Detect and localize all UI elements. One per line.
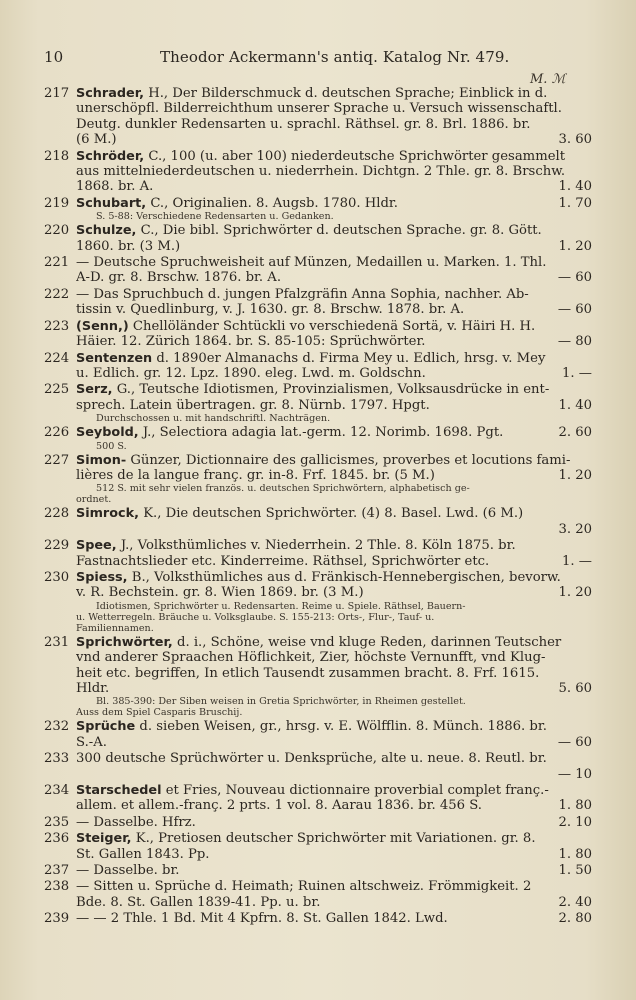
entry-number: 220 bbox=[44, 223, 70, 239]
entry-heading: Schulze, bbox=[76, 223, 137, 239]
entry-heading: Schröder, bbox=[76, 148, 145, 164]
entry-text: Simrock, K., Die deutschen Sprichwörter. (4) 8. Basel. Lwd. (6 M.) bbox=[76, 506, 524, 522]
entry-text: Deutg. dunkler Redensarten u. sprachl. Räthsel. gr. 8. Brl. 1886. br. bbox=[76, 116, 531, 132]
catalog-entry bbox=[44, 635, 592, 719]
entry-price bbox=[586, 506, 592, 521]
entry-line bbox=[76, 270, 592, 285]
entry-line bbox=[76, 879, 592, 894]
entry-heading: Starschedel bbox=[76, 783, 162, 799]
entry-line bbox=[76, 382, 592, 397]
entry-number: 238 bbox=[44, 879, 70, 895]
entry-number: 226 bbox=[44, 425, 70, 441]
entry-line bbox=[76, 319, 592, 334]
entry-price: 1. 80 bbox=[558, 798, 592, 814]
entry-text: 1860. br. (3 M.) bbox=[76, 238, 181, 254]
entry-price bbox=[586, 879, 592, 894]
entry-price: 5. 60 bbox=[558, 681, 592, 696]
entry-line bbox=[76, 911, 592, 926]
entry-heading: Steiger, bbox=[76, 831, 132, 847]
entry-price: 1. 70 bbox=[558, 195, 592, 211]
entry-note: Familiennamen. bbox=[76, 622, 154, 634]
entry-note: Idiotismen, Sprichwörter u. Redensarten. Reime u. Spiele. Räthsel, Bauern- bbox=[96, 600, 466, 612]
entry-number: 232 bbox=[44, 719, 70, 735]
entry-line bbox=[76, 334, 592, 349]
entry-text: Seybold, J., Selectiora adagia lat.-germ. 12. Norimb. 1698. Pgt. bbox=[76, 425, 504, 441]
entry-price: — 60 bbox=[557, 302, 592, 318]
entry-number: 218 bbox=[44, 148, 70, 164]
entry-note: S. 5-88: Verschiedene Redensarten u. Gedanken. bbox=[96, 211, 334, 223]
entry-price bbox=[586, 117, 592, 132]
entry-price: 3. 20 bbox=[558, 521, 592, 537]
entry-line bbox=[76, 735, 592, 750]
catalog-entry bbox=[44, 783, 592, 814]
entry-note: 500 S. bbox=[96, 440, 127, 452]
catalog-entry bbox=[44, 351, 592, 382]
entry-line bbox=[76, 255, 592, 270]
entry-line bbox=[76, 554, 592, 569]
entry-number: 229 bbox=[44, 538, 70, 554]
entry-line bbox=[76, 783, 592, 798]
entry-number: 217 bbox=[44, 86, 70, 101]
entry-note: ordnet. bbox=[76, 494, 112, 506]
entry-price: 2. 10 bbox=[558, 814, 592, 830]
entry-price bbox=[586, 666, 592, 681]
entry-text: heit etc. begriffen, In etlich Tausendt zusammen bracht. 8. Frf. 1615. bbox=[76, 665, 540, 681]
entry-line bbox=[76, 719, 592, 734]
entry-price: — 60 bbox=[557, 270, 592, 286]
entry-line bbox=[76, 117, 592, 132]
entry-text: aus mittelniederdeutschen u. niederrhein. Dichtgn. 2 Thle. gr. 8. Brschw. bbox=[76, 164, 566, 180]
entry-line bbox=[76, 425, 592, 440]
entry-heading: Seybold, bbox=[76, 425, 139, 441]
catalog-entry bbox=[44, 382, 592, 424]
entry-price bbox=[586, 86, 592, 101]
entry-text: Simon- Günzer, Dictionnaire des gallicismes, proverbes et locutions fami- bbox=[76, 452, 571, 468]
entry-price bbox=[586, 164, 592, 179]
catalog-entry bbox=[44, 223, 592, 254]
entry-text: vnd anderer Spraachen Höflichkeit, Zier, höchste Vernunfft, vnd Klug- bbox=[76, 650, 546, 666]
entry-text: — Sitten u. Sprüche d. Heimath; Ruinen altschweiz. Frömmigkeit. 2 bbox=[76, 879, 532, 895]
catalog-entry bbox=[44, 506, 592, 537]
entry-price: 2. 40 bbox=[558, 894, 592, 910]
entry-text: Hldr. bbox=[76, 681, 110, 696]
entry-line bbox=[76, 798, 592, 813]
entry-line bbox=[76, 635, 592, 650]
entry-price bbox=[586, 650, 592, 665]
entry-line bbox=[76, 366, 592, 381]
entry-heading: Sprüche bbox=[76, 719, 136, 735]
entry-text: Steiger, K., Pretiosen deutscher Sprichwörter mit Variationen. gr. 8. bbox=[76, 831, 536, 847]
entry-heading: Simon- bbox=[76, 452, 127, 468]
entry-text: Schubart, C., Originalien. 8. Augsb. 1780. Hldr. bbox=[76, 195, 398, 211]
entry-text: allem. et allem.-franç. 2 prts. 1 vol. 8. Aarau 1836. br. 456 S. bbox=[76, 798, 482, 814]
entry-text: Schröder, C., 100 (u. aber 100) niederdeutsche Sprichwörter gesammelt bbox=[76, 148, 566, 164]
entry-price bbox=[586, 287, 592, 302]
entry-price: — 60 bbox=[557, 734, 592, 750]
entry-line bbox=[76, 863, 592, 878]
catalog-entry bbox=[44, 255, 592, 286]
entry-line bbox=[76, 522, 592, 537]
entry-text: Spiess, B., Volksthümliches aus d. Fränkisch-Hennebergischen, bevorw. bbox=[76, 569, 561, 585]
entry-price: 1. 40 bbox=[558, 179, 592, 195]
catalog-entry bbox=[44, 719, 592, 750]
catalog-entry bbox=[44, 879, 592, 910]
entry-price bbox=[586, 319, 592, 334]
entry-text: Bde. 8. St. Gallen 1839-41. Pp. u. br. bbox=[76, 894, 321, 910]
catalog-entry bbox=[44, 319, 592, 350]
catalog-entry bbox=[44, 453, 592, 506]
entry-text: Sprichwörter, d. i., Schöne, weise vnd kluge Reden, darinnen Teutscher bbox=[76, 634, 562, 650]
entry-price: 2. 60 bbox=[558, 425, 592, 441]
entry-line bbox=[76, 287, 592, 302]
entry-line bbox=[76, 101, 592, 116]
entry-number: 235 bbox=[44, 814, 70, 830]
entry-line bbox=[76, 570, 592, 585]
page-number: 10 bbox=[44, 48, 64, 66]
entry-line bbox=[76, 681, 592, 696]
entry-line bbox=[76, 302, 592, 317]
entry-price bbox=[586, 453, 592, 468]
entry-number: 233 bbox=[44, 751, 70, 767]
entry-number: 231 bbox=[44, 634, 70, 650]
entry-line bbox=[76, 398, 592, 413]
entry-text: A-D. gr. 8. Brschw. 1876. br. A. bbox=[76, 270, 282, 286]
entry-text: tissin v. Quedlinburg, v. J. 1630. gr. 8. Brschw. 1878. br. A. bbox=[76, 302, 465, 318]
entry-number: 222 bbox=[44, 286, 70, 302]
entry-price: 3. 60 bbox=[558, 132, 592, 148]
entry-price: — 10 bbox=[557, 766, 592, 782]
entry-number: 236 bbox=[44, 831, 70, 847]
entry-number: 221 bbox=[44, 255, 70, 271]
entry-number: 224 bbox=[44, 350, 70, 366]
entry-text: Sentenzen d. 1890er Almanachs d. Firma Mey u. Edlich, hrsg. v. Mey bbox=[76, 350, 546, 366]
entry-price: 1. 20 bbox=[558, 585, 592, 601]
entry-text: — — 2 Thle. 1 Bd. Mit 4 Kpfrn. 8. St. Gallen 1842. Lwd. bbox=[76, 911, 448, 927]
entry-price bbox=[586, 831, 592, 846]
entry-text: unerschöpfl. Bilderreichthum unserer Sprache u. Versuch wissenschaftl. bbox=[76, 101, 562, 117]
catalog-entry bbox=[44, 425, 592, 451]
entry-text: Sprüche d. sieben Weisen, gr., hrsg. v. E. Wölfflin. 8. Münch. 1886. br. bbox=[76, 719, 547, 735]
entry-text: sprech. Latein übertragen. gr. 8. Nürnb. 1797. Hpgt. bbox=[76, 397, 430, 413]
entry-price bbox=[586, 149, 592, 164]
entry-number: 230 bbox=[44, 569, 70, 585]
entry-price: 1. 80 bbox=[558, 846, 592, 862]
entry-price: 1. 50 bbox=[558, 863, 592, 879]
entry-note: Bl. 385-390: Der Siben weisen in Gretia Sprichwörter, in Rheimen gestellet. bbox=[96, 696, 466, 708]
entry-line bbox=[76, 831, 592, 846]
entry-line bbox=[76, 239, 592, 254]
catalog-entry bbox=[44, 538, 592, 569]
entry-price: 1. 20 bbox=[558, 238, 592, 254]
entry-note: 512 S. mit sehr vielen französ. u. deutschen Sprichwörtern, alphabetisch ge- bbox=[96, 483, 470, 495]
entry-heading: Sprichwörter, bbox=[76, 634, 173, 650]
entry-heading: Spee, bbox=[76, 538, 117, 554]
entry-heading: (Senn,) bbox=[76, 318, 129, 334]
entry-price bbox=[586, 538, 592, 553]
entry-line bbox=[76, 585, 592, 600]
running-title: Theodor Ackermann's antiq. Katalog Nr. 479. bbox=[160, 48, 510, 66]
entry-text: 1868. br. A. bbox=[76, 179, 154, 195]
catalog-entry bbox=[44, 149, 592, 195]
entry-price: 1. — bbox=[562, 553, 592, 569]
entry-number: 237 bbox=[44, 863, 70, 879]
entry-line bbox=[76, 179, 592, 194]
entry-text: Schrader, H., Der Bilderschmuck d. deutschen Sprache; Einblick in d. bbox=[76, 86, 548, 101]
entry-price bbox=[586, 719, 592, 734]
entry-number: 239 bbox=[44, 911, 70, 927]
entry-line bbox=[76, 751, 592, 766]
entry-line bbox=[76, 650, 592, 665]
entry-price: 1. 40 bbox=[558, 397, 592, 413]
entry-price: 1. 20 bbox=[558, 467, 592, 483]
entry-heading: Schrader, bbox=[76, 86, 144, 101]
entry-text: Serz, G., Teutsche Idiotismen, Provinzialismen, Volksausdrücke in ent- bbox=[76, 382, 550, 398]
entry-heading: Schubart, bbox=[76, 195, 147, 211]
entry-text: u. Edlich. gr. 12. Lpz. 1890. eleg. Lwd. m. Goldschn. bbox=[76, 365, 426, 381]
entry-line bbox=[76, 86, 592, 101]
entry-note: u. Wetterregeln. Bräuche u. Volksglaube. S. 155-213: Orts-, Flur-, Tauf- u. bbox=[76, 611, 435, 623]
entry-heading: Serz, bbox=[76, 382, 113, 398]
entry-text: — Das Spruchbuch d. jungen Pfalzgräfin Anna Sophia, nachher. Ab- bbox=[76, 286, 529, 302]
entry-text: lières de la langue franç. gr. in-8. Frf. 1845. br. (5 M.) bbox=[76, 467, 435, 483]
entry-price bbox=[586, 751, 592, 766]
entry-number: 234 bbox=[44, 783, 70, 799]
entry-price: 2. 80 bbox=[558, 911, 592, 927]
catalog-entry bbox=[44, 911, 592, 926]
entry-line bbox=[76, 132, 592, 147]
entry-price bbox=[586, 351, 592, 366]
entry-line bbox=[76, 847, 592, 862]
entry-price bbox=[586, 223, 592, 238]
entry-heading: Simrock, bbox=[76, 506, 139, 522]
entry-text: St. Gallen 1843. Pp. bbox=[76, 846, 210, 862]
entry-number: 228 bbox=[44, 506, 70, 522]
catalog-entries bbox=[44, 86, 592, 928]
entry-text: — Deutsche Spruchweisheit auf Münzen, Medaillen u. Marken. 1. Thl. bbox=[76, 255, 547, 271]
catalog-entry bbox=[44, 831, 592, 862]
entry-number: 225 bbox=[44, 382, 70, 398]
entry-text: v. R. Bechstein. gr. 8. Wien 1869. br. (3 M.) bbox=[76, 585, 364, 601]
catalog-entry bbox=[44, 751, 592, 782]
entry-text: S.-A. bbox=[76, 734, 107, 750]
entry-line bbox=[76, 223, 592, 238]
entry-line bbox=[76, 767, 592, 782]
entry-price: 1. — bbox=[562, 365, 592, 381]
entry-heading: Sentenzen bbox=[76, 350, 153, 366]
entry-text: Schulze, C., Die bibl. Sprichwörter d. deutschen Sprache. gr. 8. Gött. bbox=[76, 223, 542, 239]
catalog-entry bbox=[44, 570, 592, 634]
entry-price bbox=[586, 635, 592, 650]
entry-line bbox=[76, 453, 592, 468]
entry-price bbox=[586, 783, 592, 798]
entry-text: Spee, J., Volksthümliches v. Niederrhein. 2 Thle. 8. Köln 1875. br. bbox=[76, 538, 516, 554]
entry-line bbox=[76, 666, 592, 681]
entry-number: 219 bbox=[44, 195, 70, 211]
entry-text: (6 M.) bbox=[76, 132, 117, 148]
entry-heading: Spiess, bbox=[76, 569, 128, 585]
entry-text: (Senn,) Chellöländer Schtückli vo verschiedenä Sortä, v. Häiri H. H. bbox=[76, 318, 536, 334]
entry-line bbox=[76, 196, 592, 211]
entry-price bbox=[586, 570, 592, 585]
entry-price bbox=[586, 382, 592, 397]
entry-text: Häier. 12. Zürich 1864. br. S. 85-105: Sprüchwörter. bbox=[76, 334, 426, 350]
entry-note: Auss dem Spiel Casparis Bruschij. bbox=[76, 707, 243, 719]
entry-text: — Dasselbe. Hfrz. bbox=[76, 814, 196, 830]
entry-text: Fastnachtslieder etc. Kinderreime. Räthsel, Sprichwörter etc. bbox=[76, 553, 490, 569]
entry-text: Starschedel et Fries, Nouveau dictionnaire proverbial complet franç.- bbox=[76, 783, 549, 799]
catalog-entry bbox=[44, 287, 592, 318]
entry-line bbox=[76, 164, 592, 179]
entry-line bbox=[76, 468, 592, 483]
entry-line bbox=[76, 815, 592, 830]
entry-number: 227 bbox=[44, 452, 70, 468]
catalog-entry bbox=[44, 86, 592, 148]
entry-line bbox=[76, 506, 592, 521]
handwritten-mark: M. ℳ bbox=[530, 72, 566, 87]
entry-line bbox=[76, 351, 592, 366]
entry-text: — Dasselbe. br. bbox=[76, 863, 180, 879]
catalog-entry bbox=[44, 196, 592, 222]
entry-price bbox=[586, 255, 592, 270]
entry-line bbox=[76, 538, 592, 553]
entry-price bbox=[586, 101, 592, 116]
entry-text: 300 deutsche Sprüchwörter u. Denksprüche, alte u. neue. 8. Reutl. br. bbox=[76, 751, 547, 767]
entry-note: Durchschossen u. mit handschriftl. Nachträgen. bbox=[96, 413, 331, 425]
entry-line bbox=[76, 149, 592, 164]
entry-price: — 80 bbox=[557, 334, 592, 350]
entry-number: 223 bbox=[44, 318, 70, 334]
catalog-entry bbox=[44, 815, 592, 830]
catalog-entry bbox=[44, 863, 592, 878]
entry-line bbox=[76, 895, 592, 910]
